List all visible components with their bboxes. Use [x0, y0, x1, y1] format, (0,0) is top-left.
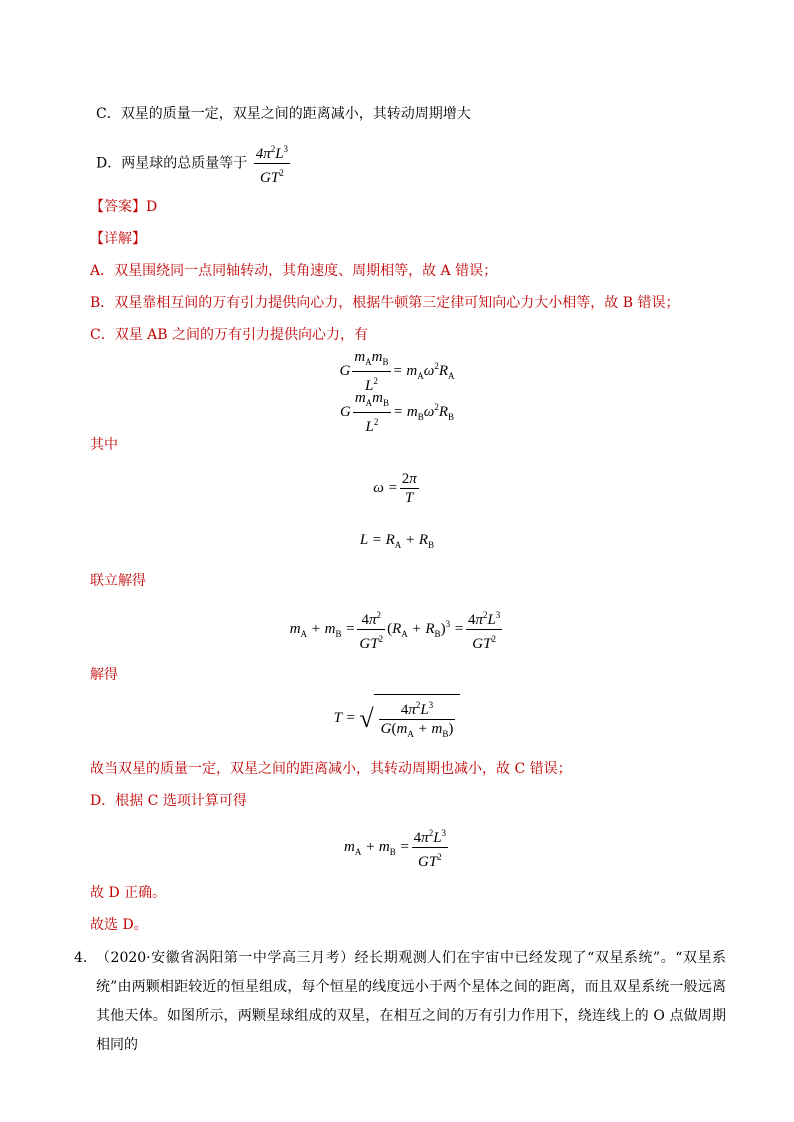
- option-c: C．双星的质量一定，双星之间的距离减小，其转动周期增大: [96, 106, 471, 122]
- equation-period: T = √ $\frac{4\pi^2L^3}{G(m_A + m_B)}$: [0, 694, 794, 743]
- equation-mass-total: $m_A + m_B$ = $\frac{4\pi^2L^3}{GT^2}$: [0, 824, 794, 871]
- option-d-label: D．两星球的总质量等于: [96, 155, 248, 172]
- question-number: 4.: [74, 950, 88, 966]
- label-jiede: 解得: [90, 667, 118, 683]
- label-lianli: 联立解得: [90, 573, 146, 589]
- question-4-text: （2020·安徽省涡阳第一中学高三月考）经长期观测人们在宇宙中已经发现了“双星系统”。“双星系统”由两颗相距较近的恒星组成，每个恒星的线度远小于两个星体之间的距离，而且双星系统一般远离其他天体。如图所示，两颗星球组成的双星，在相互之间的万有引力作用下，绕连线上的 O 点做周期相同的: [96, 950, 726, 1053]
- correct-d: 故 D 正确。: [90, 885, 167, 901]
- explanation-d: D．根据 C 选项计算可得: [90, 793, 247, 809]
- equation-mass-sum: $m_A + m_B$ = $\frac{4\pi^2}{GT^2}$ $(R_A + R_B)^3$ = $\frac{4\pi^2L^3}{GT^2}$: [0, 606, 794, 653]
- explanation-c: C．双星 AB 之间的万有引力提供向心力，有: [90, 327, 369, 343]
- explanation-a: A．双星围绕同一点同轴转动，其角速度、周期相等，故 A 错误；: [90, 263, 498, 279]
- final-choice: 故选 D。: [90, 917, 148, 933]
- equation-omega: ω = $\frac{2\pi}{T}$: [373, 471, 417, 506]
- option-d: [96, 140, 292, 187]
- equation-force-a: G $\frac{m_Am_B}{L^2}$ = $m_A\omega^2R_A$: [339, 349, 455, 394]
- option-d-formula: $\frac{4\pi^2L^3}{GT^2}$: [254, 140, 290, 187]
- explanation-b: B．双星靠相互间的万有引力提供向心力，根据牛顿第三定律可知向心力大小相等，故 B 错误；: [90, 295, 680, 311]
- equation-length: $L = R_A + R_B$: [359, 532, 435, 550]
- equation-force-b: G $\frac{m_Am_B}{L^2}$ = $m_B\omega^2R_B$: [339, 390, 455, 435]
- explanation-header: 【详解】: [90, 231, 146, 247]
- conclusion-c: 故当双星的质量一定，双星之间的距离减小，其转动周期也减小，故 C 错误；: [90, 761, 572, 777]
- answer-line: 【答案】D: [90, 199, 158, 215]
- label-qizhong: 其中: [90, 437, 118, 453]
